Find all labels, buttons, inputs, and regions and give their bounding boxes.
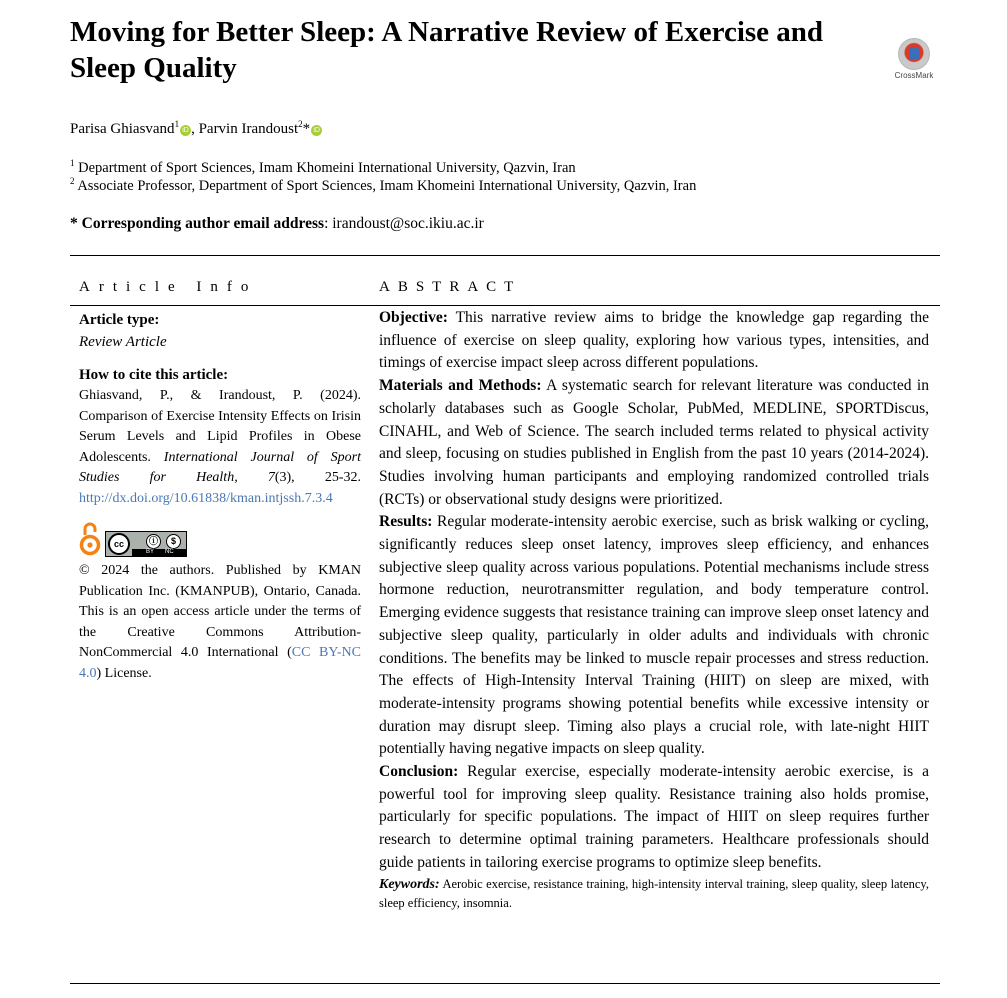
author-list: Parisa Ghiasvand$^1$iD , Parvin Irandoust$^2$* iD xyxy=(70,119,322,139)
noncommercial-icon: $ xyxy=(166,534,181,549)
article-info-panel xyxy=(79,309,361,684)
article-type-label: Article type: xyxy=(79,312,160,328)
cc-badge-bar xyxy=(132,549,186,556)
citation-text: Ghiasvand, P., & Irandoust, P. (2024). Comparison of Exercise Intensity Effects on Irisin Serum Levels and Lipid Profiles in Obese Adolescents. xyxy=(79,388,361,465)
corresponding-author: * Corresponding author email address: irandoust@soc.ikiu.ac.ir xyxy=(70,215,484,232)
divider xyxy=(70,983,940,984)
abstract-keywords xyxy=(379,875,929,912)
conclusion-text: Regular exercise, especially moderate-intensity aerobic exercise, is a powerful tool for improving sleep quality. Resistance training also holds promise, particularly for specific populations. The impact of HIIT on sleep requires further research to determine optimal training parameters. Healthcare professionals should guide patients in tailoring exercise programs to optimize sleep benefits. xyxy=(379,763,929,871)
objective-text: This narrative review aims to bridge the knowledge gap regarding the influence of exercise on sleep quality, exploring how various types, intensities, and timings of exercise impact sleep across different populations. xyxy=(379,309,929,372)
orcid-icon[interactable]: iD xyxy=(180,125,191,136)
cc-by-nc-badge[interactable] xyxy=(105,531,187,557)
abstract-header: ABSTRACT xyxy=(379,279,522,295)
cc-icon: cc xyxy=(108,533,130,555)
methods-text: A systematic search for relevant literature was conducted in scholarly databases such as Google Scholar, PubMed, MEDLINE, SPORTDiscus, CINAHL, and Web of Science. The search included terms related to physical activity and sleep, focusing on studies published in English from the past 10 years (2014-2024). Studies involving human participants and employing randomized controlled trials (RCTs) or observational study designs were prioritized. xyxy=(379,377,929,508)
affiliation-text: Associate Professor, Department of Sport Sciences, Imam Khomeini International University, Qazvin, Iran xyxy=(77,178,697,194)
keywords-label: Keywords: xyxy=(379,876,440,892)
affiliations xyxy=(70,159,696,195)
affiliation-number: 2 xyxy=(70,176,75,187)
paper-title: Moving for Better Sleep: A Narrative Review of Exercise and Sleep Quality xyxy=(70,16,824,84)
affiliation-item xyxy=(70,177,696,195)
results-text: Regular moderate-intensity aerobic exercise, such as brisk walking or cycling, significantly reduces sleep onset latency, improves sleep efficiency, and enhances subjective sleep quality across various populations. Potential mechanisms include stress hormone reduction, neurotransmitter regulation, and body temperature control. Emerging evidence suggests that resistance training can improve sleep onset latency and subjective sleep quality, particularly in older adults and individuals with chronic conditions. The benefits may be linked to muscle repair processes and stress reduction. The effects of High-Intensity Interval Training (HIIT) on sleep are mixed, with moderate-intensity programs showing potential benefits while excessive intensity or duration may disrupt sleep. Timing also plays a crucial role, with late-night HIIT potentially having negative impacts on sleep quality. xyxy=(379,513,929,758)
affiliation-text: Department of Sport Sciences, Imam Khomeini International University, Qazvin, Iran xyxy=(78,160,576,176)
corresponding-mark: * xyxy=(302,121,311,137)
license-badges xyxy=(79,520,361,558)
author-name: Parvin Irandoust xyxy=(198,121,299,137)
crossmark-icon xyxy=(898,38,930,70)
license-text xyxy=(79,561,361,684)
abstract-methods xyxy=(379,375,929,511)
abstract-body xyxy=(379,307,929,912)
article-info-header: Article Info xyxy=(79,279,258,295)
citation xyxy=(79,386,361,509)
cc-nc-label: NC xyxy=(165,549,174,555)
license-link[interactable]: CC BY-NC 4.0 xyxy=(79,645,361,681)
affiliation-item xyxy=(70,159,696,177)
how-to-cite-label: How to cite this article: xyxy=(79,367,229,383)
results-label: Results: xyxy=(379,513,433,531)
cc-by-label: BY xyxy=(146,549,155,555)
author-affil-number: 2 xyxy=(298,119,303,129)
open-access-icon xyxy=(79,520,101,556)
author-affil-number: 1 xyxy=(174,119,180,129)
abstract-results xyxy=(379,511,929,761)
doi-link[interactable]: http://dx.doi.org/10.61838/kman.intjssh.7.3.4 xyxy=(79,490,333,506)
corresponding-label: * Corresponding author email address xyxy=(70,215,325,232)
crossmark-badge[interactable] xyxy=(893,38,935,80)
crossmark-label: CrossMark xyxy=(894,71,934,80)
divider xyxy=(70,305,940,306)
orcid-icon[interactable]: iD xyxy=(311,125,322,136)
abstract-conclusion xyxy=(379,761,929,875)
objective-label: Objective: xyxy=(379,309,448,326)
conclusion-label: Conclusion: xyxy=(379,763,459,781)
article-type-value: Review Article xyxy=(79,334,167,350)
license-end: ) License. xyxy=(96,665,152,681)
keywords-text: Aerobic exercise, resistance training, high-intensity interval training, sleep quality, sleep latency, sleep efficiency, insomnia. xyxy=(379,876,929,910)
divider xyxy=(70,255,940,256)
affiliation-number: 1 xyxy=(70,158,75,169)
corresponding-email[interactable]: irandoust@soc.ikiu.ac.ir xyxy=(332,215,484,232)
abstract-objective xyxy=(379,307,929,375)
attribution-icon: ⓘ xyxy=(146,534,161,549)
citation-issue: (3), 25-32. xyxy=(274,470,361,485)
citation-journal: International Journal of Sport Studies for Health, 7 xyxy=(79,449,362,485)
author-name: Parisa Ghiasvand xyxy=(70,121,175,137)
license-body: © 2024 the authors. Published by KMAN Publication Inc. (KMANPUB), Ontario, Canada. This is an open access article under the terms of the Creative Commons Attribution-NonCommercial 4.0 International ( xyxy=(79,563,361,660)
methods-label: Materials and Methods: xyxy=(379,377,542,395)
